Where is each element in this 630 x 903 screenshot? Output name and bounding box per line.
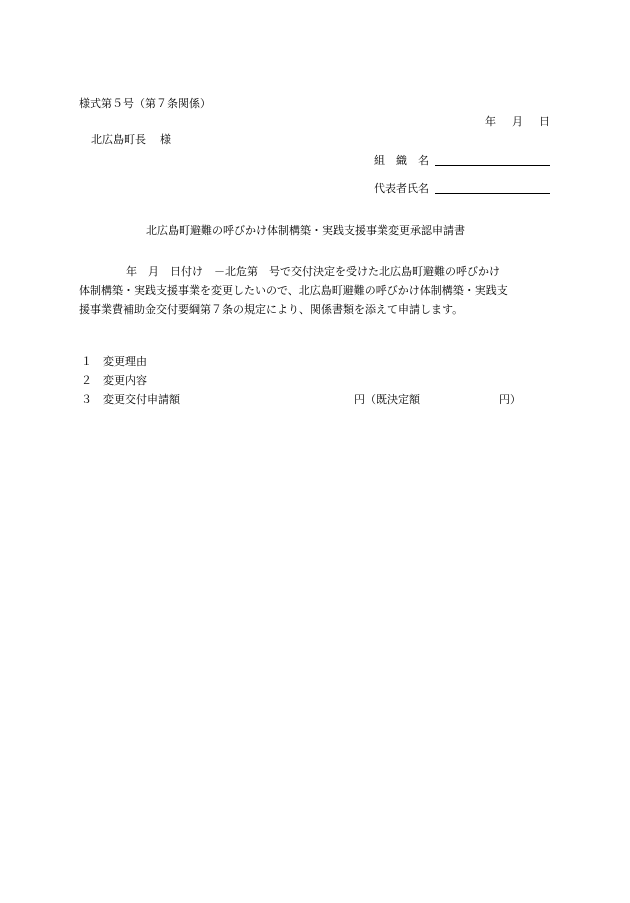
item-label: 変更内容 <box>103 374 147 387</box>
list-item <box>81 390 521 409</box>
item-number: ２ <box>81 374 92 387</box>
organization-name-label: 組 織 名 <box>374 154 429 167</box>
date-line <box>485 116 550 127</box>
representative-name-field <box>374 183 550 194</box>
list-item <box>81 371 180 390</box>
addressee-honorific: 様 <box>160 133 171 146</box>
body-line-2: 体制構築・実践支援事業を変更したいので、北広島町避難の呼びかけ体制構築・実践支 <box>79 284 508 297</box>
representative-name-label: 代表者氏名 <box>374 182 429 195</box>
organization-name-field <box>374 155 550 166</box>
body-paragraph <box>79 262 554 319</box>
approved-amount-yen-label: 円） <box>499 393 521 406</box>
item-label: 変更理由 <box>103 355 147 368</box>
item-number: ３ <box>81 393 92 406</box>
document-title: 北広島町避難の呼びかけ体制構築・実践支援事業変更承認申請書 <box>146 224 465 237</box>
list-item <box>81 352 180 371</box>
date-day: 日 <box>539 115 550 128</box>
item-number: １ <box>81 355 92 368</box>
addressee <box>91 134 171 145</box>
form-number: 様式第５号（第７条関係） <box>79 97 211 110</box>
date-month: 月 <box>512 115 523 128</box>
requested-amount-yen-label: 円（既決定額 <box>354 393 420 406</box>
item-label: 変更交付申請額 <box>103 393 180 406</box>
representative-name-underline <box>435 183 550 194</box>
date-year: 年 <box>485 115 496 128</box>
addressee-name: 北広島町長 <box>91 133 146 146</box>
organization-name-underline <box>435 155 550 166</box>
body-line-3: 援事業費補助金交付要綱第７条の規定により、関係書類を添えて申請します。 <box>79 303 464 316</box>
item-list <box>81 352 521 409</box>
body-line-1: 年 月 日付け －北危第 号で交付決定を受けた北広島町避難の呼びかけ <box>126 265 500 278</box>
